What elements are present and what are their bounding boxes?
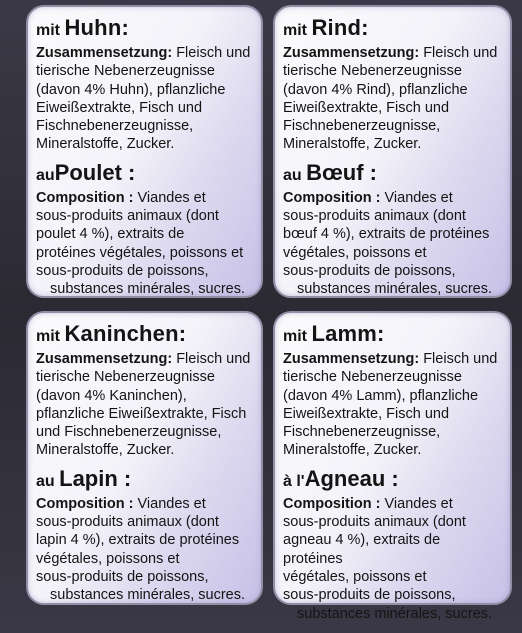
text-line: sous-produits de poissons, — [283, 262, 456, 279]
text-line: Viandes et — [137, 495, 206, 512]
text-line: végétales, poissons et — [283, 568, 427, 585]
french-prefix: à l' — [283, 472, 305, 490]
french-composition — [36, 495, 253, 605]
text-line: Fleisch und — [423, 351, 498, 367]
german-heading — [36, 321, 253, 350]
text-line: Mineralstoffe, Zucker. — [283, 442, 422, 459]
text-line: Fischnebenerzeugnisse, — [283, 424, 441, 441]
text-line: végétales, poissons et — [283, 244, 427, 261]
text-line: (davon 4% Lamm), pflanzliche — [283, 387, 479, 404]
french-composition — [36, 189, 253, 299]
text-line: végétales, poissons et — [36, 550, 180, 567]
text-line: (davon 4% Huhn), pflanzliche — [36, 81, 226, 98]
french-composition — [283, 189, 502, 299]
text-line: sous-produits animaux (dont — [36, 208, 219, 225]
french-prefix: au — [36, 472, 55, 490]
german-composition — [36, 44, 253, 154]
french-label: Composition : — [283, 495, 381, 512]
french-animal: Poulet : — [54, 159, 136, 185]
french-prefix: au — [283, 166, 302, 184]
text-line: Fleisch und — [423, 45, 498, 61]
french-animal: Lapin : — [59, 465, 132, 491]
text-line: tierische Nebenerzeugnisse — [283, 63, 462, 80]
panel-lamb — [273, 311, 512, 622]
german-prefix: mit — [283, 22, 307, 39]
german-composition — [36, 350, 253, 460]
text-line: bœuf 4 %), extraits de protéines — [283, 226, 490, 243]
panel-beef — [273, 5, 512, 298]
german-label: Zusammensetzung: — [36, 45, 173, 61]
text-line: sous-produits de poissons, — [36, 262, 209, 279]
french-heading — [36, 160, 253, 189]
german-animal: Lamm: — [311, 321, 385, 346]
text-line: agneau 4 %), extraits de protéines — [283, 532, 441, 567]
german-label: Zusammensetzung: — [36, 351, 173, 367]
text-line: sous-produits de poissons, — [36, 568, 209, 585]
french-heading — [283, 466, 502, 495]
french-prefix: au — [36, 166, 55, 184]
text-line: Mineralstoffe, Zucker. — [283, 136, 422, 153]
text-line: Fleisch und — [176, 45, 251, 61]
text-line: sous-produits de poissons, — [283, 587, 456, 604]
french-heading — [283, 160, 502, 189]
german-prefix: mit — [283, 328, 307, 345]
french-heading — [36, 466, 253, 495]
text-line: Mineralstoffe, Zucker. — [36, 136, 175, 153]
german-prefix: mit — [36, 328, 60, 345]
text-line: tierische Nebenerzeugnisse — [36, 369, 215, 386]
text-line: Viandes et — [384, 189, 453, 206]
panel-chicken — [26, 5, 263, 298]
text-line: tierische Nebenerzeugnisse — [36, 63, 215, 80]
french-label: Composition : — [36, 189, 134, 206]
text-line: substances minérales, sucres. — [297, 605, 493, 622]
text-line: Fischnebenerzeugnisse, — [283, 118, 441, 135]
text-line: tierische Nebenerzeugnisse — [283, 369, 462, 386]
german-label: Zusammensetzung: — [283, 351, 420, 367]
panel-rabbit — [26, 311, 263, 605]
text-line: Fleisch und — [176, 351, 251, 367]
german-composition — [283, 44, 502, 154]
french-label: Composition : — [283, 189, 381, 206]
text-line: substances minérales, sucres. — [297, 281, 493, 298]
french-composition — [283, 495, 502, 623]
text-line: (davon 4% Kaninchen), — [36, 387, 187, 404]
text-line: Eiweißextrakte, Fisch und — [283, 99, 450, 116]
german-heading — [283, 15, 502, 44]
german-label: Zusammensetzung: — [283, 45, 420, 61]
german-heading — [283, 321, 502, 350]
french-label: Composition : — [36, 495, 134, 512]
text-line: und Fischnebenerzeugnisse, — [36, 424, 222, 441]
text-line: substances minérales, sucres. — [50, 281, 246, 298]
french-animal: Agneau : — [304, 465, 399, 491]
text-line: Eiweißextrakte, Fisch und — [283, 405, 450, 422]
german-animal: Rind: — [311, 15, 369, 40]
text-line: pflanzliche Eiweißextrakte, Fisch — [36, 405, 247, 422]
text-line: Eiweißextrakte, Fisch und — [36, 99, 203, 116]
french-animal: Bœuf : — [306, 159, 377, 185]
text-line: sous-produits animaux (dont — [283, 208, 466, 225]
text-line: Fischnebenerzeugnisse, — [36, 118, 194, 135]
german-animal: Kaninchen: — [64, 321, 187, 346]
german-heading — [36, 15, 253, 44]
text-line: sous-produits animaux (dont — [36, 514, 219, 531]
text-line: (davon 4% Rind), pflanzliche — [283, 81, 468, 98]
text-line: protéines végétales, poissons et — [36, 244, 244, 261]
german-animal: Huhn: — [64, 15, 129, 40]
text-line: Viandes et — [384, 495, 453, 512]
text-line: substances minérales, sucres. — [50, 587, 246, 604]
text-line: Mineralstoffe, Zucker. — [36, 442, 175, 459]
text-line: poulet 4 %), extraits de — [36, 226, 185, 243]
german-composition — [283, 350, 502, 460]
text-line: lapin 4 %), extraits de protéines — [36, 532, 240, 549]
text-line: sous-produits animaux (dont — [283, 514, 466, 531]
german-prefix: mit — [36, 22, 60, 39]
text-line: Viandes et — [137, 189, 206, 206]
